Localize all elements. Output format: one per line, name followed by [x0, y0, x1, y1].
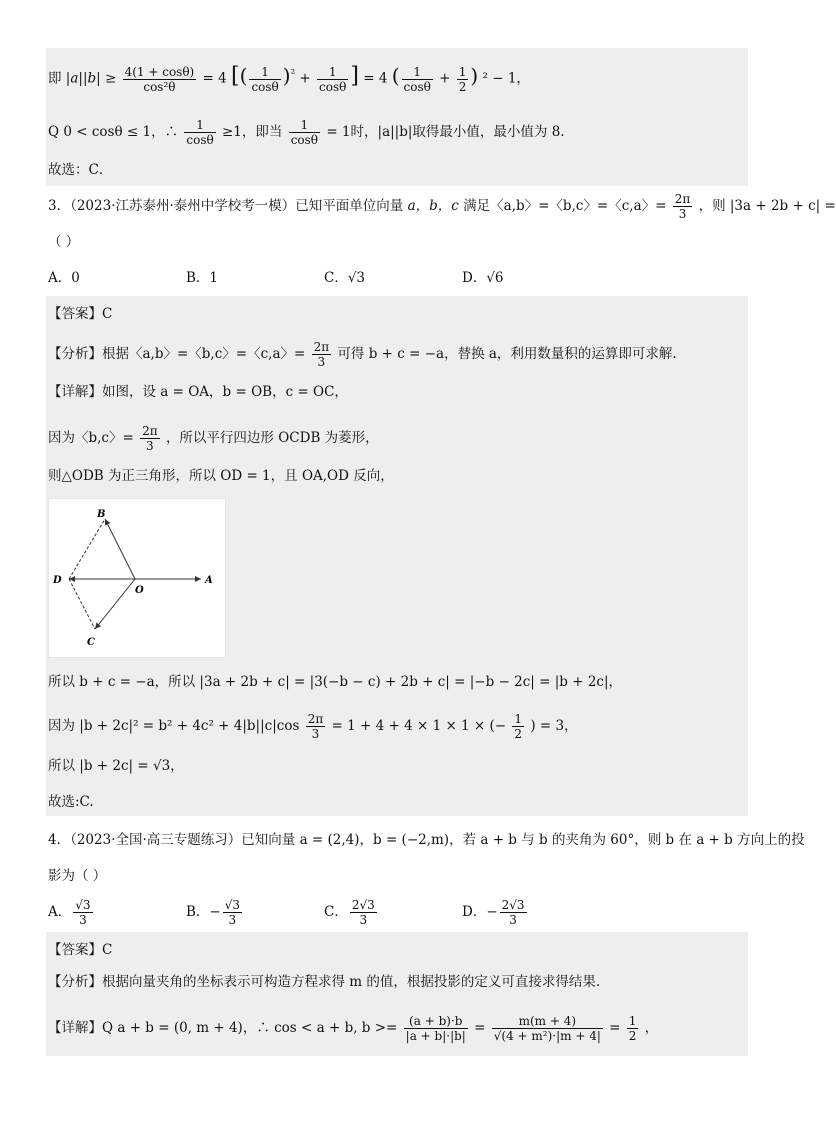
label-a: A [205, 575, 213, 586]
numerator: 4(1 + cosθ) [124, 64, 195, 79]
label-b: B [97, 509, 106, 520]
numerator: 2π [674, 192, 691, 206]
solution-line-inequality: 即 |a||b| ≥ $\frac{4(1 + \cos\theta)}{\text{cos²θ}}$ = 4 [( $\frac{1}{\cos\theta}$ )$^{^2}$ + $\frac{1}{\cos\theta}$ ] = 4 ( $\frac{1}{\cos\theta}$ + $\frac{1}{2}$ ) ² − 1， [48, 63, 530, 94]
vector-diagram [49, 499, 225, 657]
denominator: cosθ [186, 133, 214, 147]
q3-option-a: A．0 [48, 270, 80, 286]
math-expr: = 4 [363, 70, 388, 87]
numerator: 1 [458, 64, 467, 79]
fraction [306, 712, 326, 741]
q3-option-b: B．1 [186, 270, 219, 286]
q3-detail-6: 所以 |b + 2c| = √3， [48, 758, 184, 774]
q3-analysis [48, 340, 677, 369]
q4-answer: 【答案】C [48, 942, 113, 958]
text: ， [644, 1020, 659, 1036]
text: 因为〈b,c〉= [48, 430, 134, 446]
fraction [402, 65, 433, 94]
sign: − [209, 904, 221, 920]
fraction [404, 1014, 468, 1043]
math-expr: ² − 1， [482, 70, 530, 87]
math-expr: = [609, 1020, 621, 1036]
math-expr: + [299, 70, 311, 87]
denominator: cosθ [290, 133, 319, 147]
q4-option-b [186, 898, 244, 927]
denominator: 3 [317, 355, 326, 369]
fraction [223, 898, 242, 927]
denominator: √(4 + m²)·|m + 4| [493, 1029, 601, 1043]
sign: − [486, 904, 498, 920]
numerator: 1 [317, 65, 348, 80]
question-3-paren: （ ） [48, 234, 80, 250]
text: ，则 |3a + 2b + c| = [698, 198, 836, 214]
text: 【详解】Q a + b = (0, m + 4)，∴ cos < a + b, b >= [48, 1020, 398, 1036]
math-expr: |a||b| ≥ [65, 70, 117, 87]
numerator: 1 [184, 118, 215, 133]
denominator: 3 [228, 913, 237, 927]
choice-line: 故选：C． [48, 162, 113, 178]
denominator: cos²θ [143, 79, 176, 94]
text: 3．（2023·江苏泰州·泰州中学校考一模）已知平面单位向量 [48, 198, 404, 214]
math-expr: = 4 [202, 70, 227, 87]
fraction [140, 424, 160, 453]
text: ≥1，即当 [222, 124, 283, 140]
q3-option-c: C．√3 [324, 270, 366, 286]
numerator: 1 [402, 65, 433, 80]
line-dc [69, 579, 95, 629]
denominator: 3 [509, 913, 517, 927]
q4-detail [48, 1014, 658, 1043]
fraction [350, 898, 377, 927]
denominator: 3 [359, 913, 368, 927]
option-label: B． [186, 904, 210, 920]
question-3-stem [48, 192, 836, 221]
text: 【分析】根据〈a,b〉=〈b,c〉=〈c,a〉= [48, 346, 306, 362]
label-d: D [53, 575, 62, 586]
denominator: 3 [146, 439, 154, 453]
fraction [289, 118, 320, 147]
line-oc [95, 579, 135, 629]
denominator: cosθ [403, 79, 431, 94]
q3-detail-1: 【详解】如图，设 a = OA，b = OB，c = OC， [48, 384, 348, 400]
question-4-stem-cont: 影为（ ） [48, 868, 107, 884]
text: 因为 |b + 2c|² = b² + 4c² + 4|b||c|cos [48, 718, 300, 734]
fraction [512, 712, 524, 741]
fraction [317, 65, 348, 94]
q3-detail-2 [48, 424, 379, 453]
denominator: 3 [678, 207, 687, 221]
numerator: 1 [514, 712, 523, 726]
q4-option-a [48, 898, 95, 927]
math-expr: a，b，c [407, 198, 459, 214]
numerator: 2√3 [351, 898, 375, 912]
text: 可得 b + c = −a，替换 a，利用数量积的运算即可求解. [337, 346, 677, 362]
numerator: √3 [75, 898, 91, 912]
q3-detail-7: 故选:C. [48, 794, 94, 810]
fraction [673, 192, 693, 221]
denominator: 3 [311, 727, 320, 741]
denominator: 2 [458, 79, 467, 94]
text: ) = 3， [530, 718, 578, 734]
math-expr: = [474, 1020, 486, 1036]
denominator: cosθ [319, 79, 347, 94]
q3-option-d: D．√6 [462, 270, 504, 286]
q4-option-c [324, 898, 379, 927]
fraction [249, 65, 280, 94]
option-label: C． [324, 904, 348, 920]
numerator: 2√3 [501, 898, 525, 912]
numerator: √3 [224, 898, 241, 912]
q3-answer: 【答案】C [48, 306, 113, 322]
numerator: m(m + 4) [492, 1014, 603, 1029]
numerator: 1 [628, 1014, 637, 1028]
fraction [627, 1014, 639, 1043]
line-db [69, 519, 105, 579]
q3-detail-3: 则△ODB 为正三角形，所以 OD = 1，且 OA,OD 反向， [48, 468, 394, 484]
fraction [184, 118, 215, 147]
text: = 1时，|a||b|取得最小值，最小值为 8. [326, 124, 565, 140]
denominator: |a + b|·|b| [405, 1029, 466, 1043]
numerator: 2π [313, 340, 330, 354]
q4-option-d [462, 898, 529, 927]
rhombus-figure [48, 498, 226, 658]
text: 满足〈a,b〉=〈b,c〉=〈c,a〉= [463, 198, 667, 214]
q3-detail-5 [48, 712, 578, 741]
label-c: C [87, 637, 95, 648]
numerator: (a + b)·b [404, 1014, 468, 1029]
fraction [500, 898, 527, 927]
fraction [457, 65, 469, 94]
exponent: ² [290, 67, 296, 80]
denominator: cosθ [251, 79, 279, 94]
numerator: 2π [307, 712, 324, 726]
label-o: O [135, 585, 144, 596]
option-label: D． [462, 904, 487, 920]
text: = 1 + 4 + 4 × 1 × 1 × (− [331, 718, 507, 734]
solution-line-min [48, 118, 565, 147]
q4-analysis: 【分析】根据向量夹角的坐标表示可构造方程求得 m 的值，根据投影的定义可直接求得结果. [48, 974, 601, 990]
numerator: 1 [289, 118, 320, 133]
q3-detail-4: 所以 b + c = −a，所以 |3a + 2b + c| = |3(−b − c) + 2b + c| = |−b − 2c| = |b + 2c|， [48, 674, 623, 690]
numerator: 2π [142, 424, 158, 438]
math-expr: + [439, 70, 451, 87]
denominator: 3 [79, 913, 87, 927]
question-4-stem: 4．（2023·全国·高三专题练习）已知向量 a = (2,4)，b = (−2,m)，若 a + b 与 b 的夹角为 60°，则 b 在 a + b 方向上的投 [48, 832, 805, 848]
fraction [492, 1014, 603, 1043]
line-ob [105, 519, 135, 579]
denominator: 2 [628, 1029, 637, 1043]
fraction [312, 340, 332, 369]
denominator: 2 [514, 727, 523, 741]
fraction [73, 898, 92, 927]
text: ，所以平行四边形 OCDB 为菱形， [165, 430, 379, 446]
text: 即 [48, 70, 62, 87]
numerator: 1 [249, 65, 280, 80]
option-label: A． [48, 904, 72, 920]
text: Q 0 < cosθ ≤ 1，∴ [48, 124, 179, 140]
fraction [123, 65, 197, 94]
